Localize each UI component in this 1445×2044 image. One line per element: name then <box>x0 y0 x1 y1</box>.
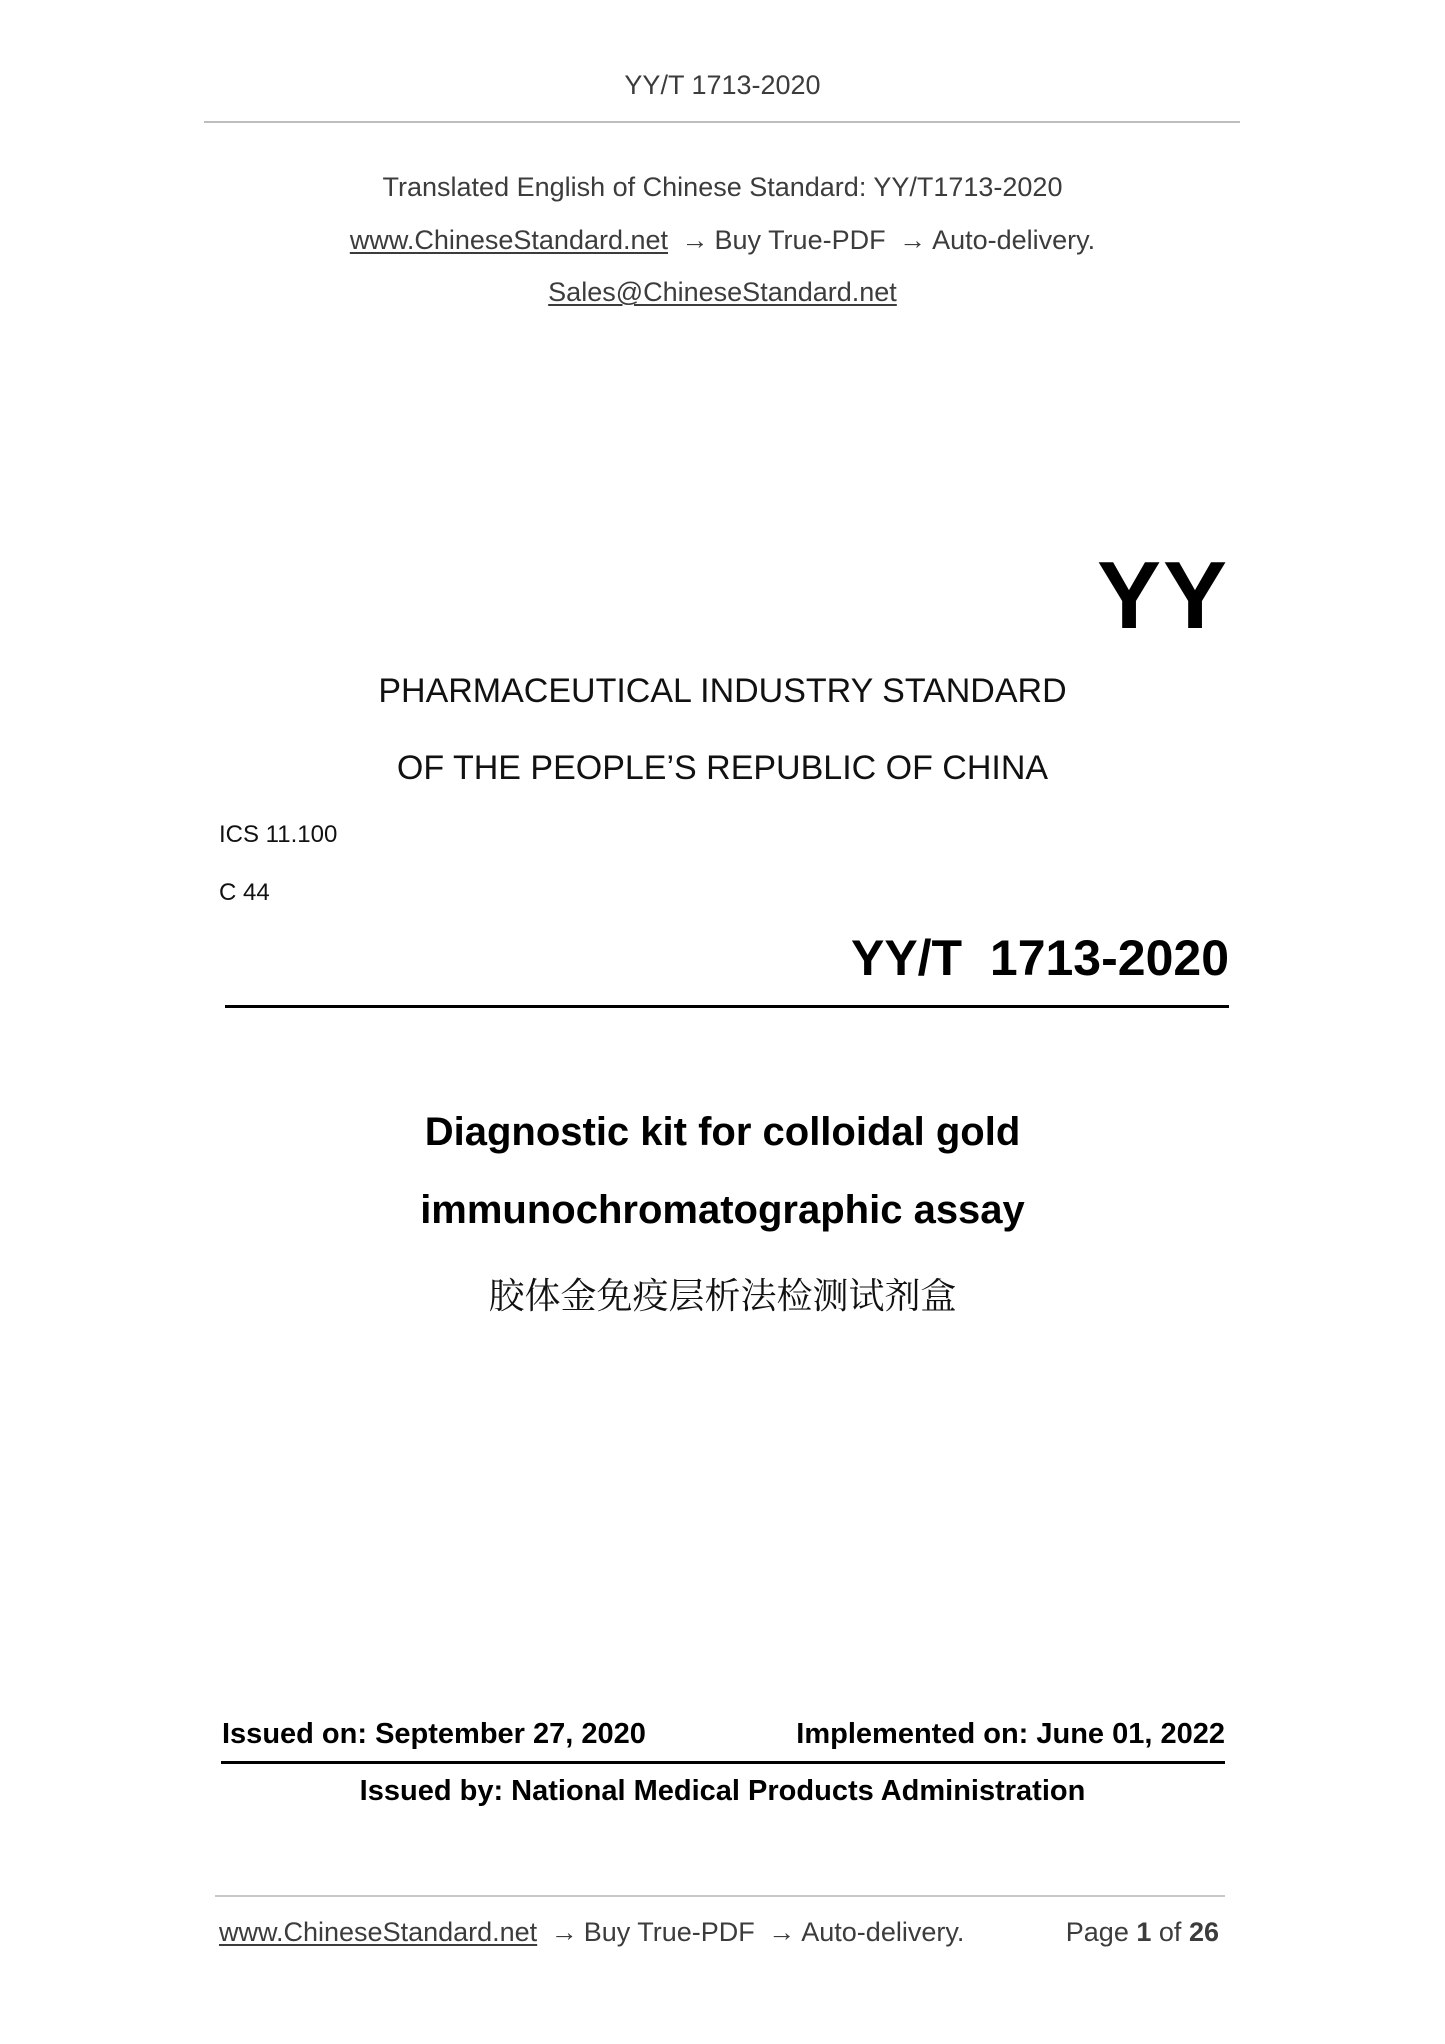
ccs-code: C 44 <box>219 879 270 906</box>
email-line <box>0 277 1445 308</box>
website-link[interactable]: www.ChineseStandard.net <box>349 225 669 255</box>
header-divider <box>204 121 1240 123</box>
of-label: of <box>1158 1917 1182 1947</box>
footer-website-link[interactable]: www.ChineseStandard.net <box>219 1917 538 1947</box>
purchase-line <box>0 225 1445 256</box>
footer-buy-text: Buy True-PDF <box>583 1917 755 1947</box>
arrow-right-icon: → <box>768 1917 796 1947</box>
standard-number-rule <box>225 1005 1229 1008</box>
ics-code: ICS 11.100 <box>219 821 338 848</box>
translation-notice: Translated English of Chinese Standard: YY/T1713-2020 <box>382 172 1063 202</box>
page-indicator <box>1066 1917 1219 1948</box>
document-title-chinese: 胶体金免疫层析法检测试剂盒 <box>488 1276 957 1317</box>
arrow-right-icon: → <box>681 225 709 255</box>
arrow-right-icon: → <box>550 1917 578 1947</box>
issue-info-rule <box>221 1761 1225 1764</box>
auto-delivery-text: Auto-delivery. <box>932 225 1096 255</box>
issued-on-date: Issued on: September 27, 2020 <box>222 1718 646 1750</box>
page-total: 26 <box>1188 1917 1219 1947</box>
sales-email-link[interactable]: Sales@ChineseStandard.net <box>548 277 897 307</box>
document-title-line-2: immunochromatographic assay <box>420 1188 1025 1232</box>
footer-divider <box>215 1895 1225 1897</box>
page-label: Page <box>1065 1917 1129 1947</box>
standard-type-line-1: PHARMACEUTICAL INDUSTRY STANDARD <box>378 672 1067 710</box>
standard-type-line-2: OF THE PEOPLE’S REPUBLIC OF CHINA <box>396 749 1049 787</box>
footer-delivery-text: Auto-delivery. <box>801 1917 965 1947</box>
buy-true-pdf-text: Buy True-PDF <box>714 225 886 255</box>
standard-number: YY/T 1713-2020 <box>850 930 1229 986</box>
arrow-right-icon: → <box>899 225 927 255</box>
running-header: YY/T 1713-2020 <box>624 70 821 100</box>
document-title-line-1: Diagnostic kit for colloidal gold <box>424 1110 1021 1154</box>
page-number: 1 <box>1136 1917 1152 1947</box>
standard-mark: YY <box>1096 542 1229 649</box>
issuing-authority: Issued by: National Medical Products Administration <box>359 1775 1086 1807</box>
implemented-on-date: Implemented on: June 01, 2022 <box>796 1718 1225 1750</box>
footer-purchase-line <box>219 1917 964 1948</box>
